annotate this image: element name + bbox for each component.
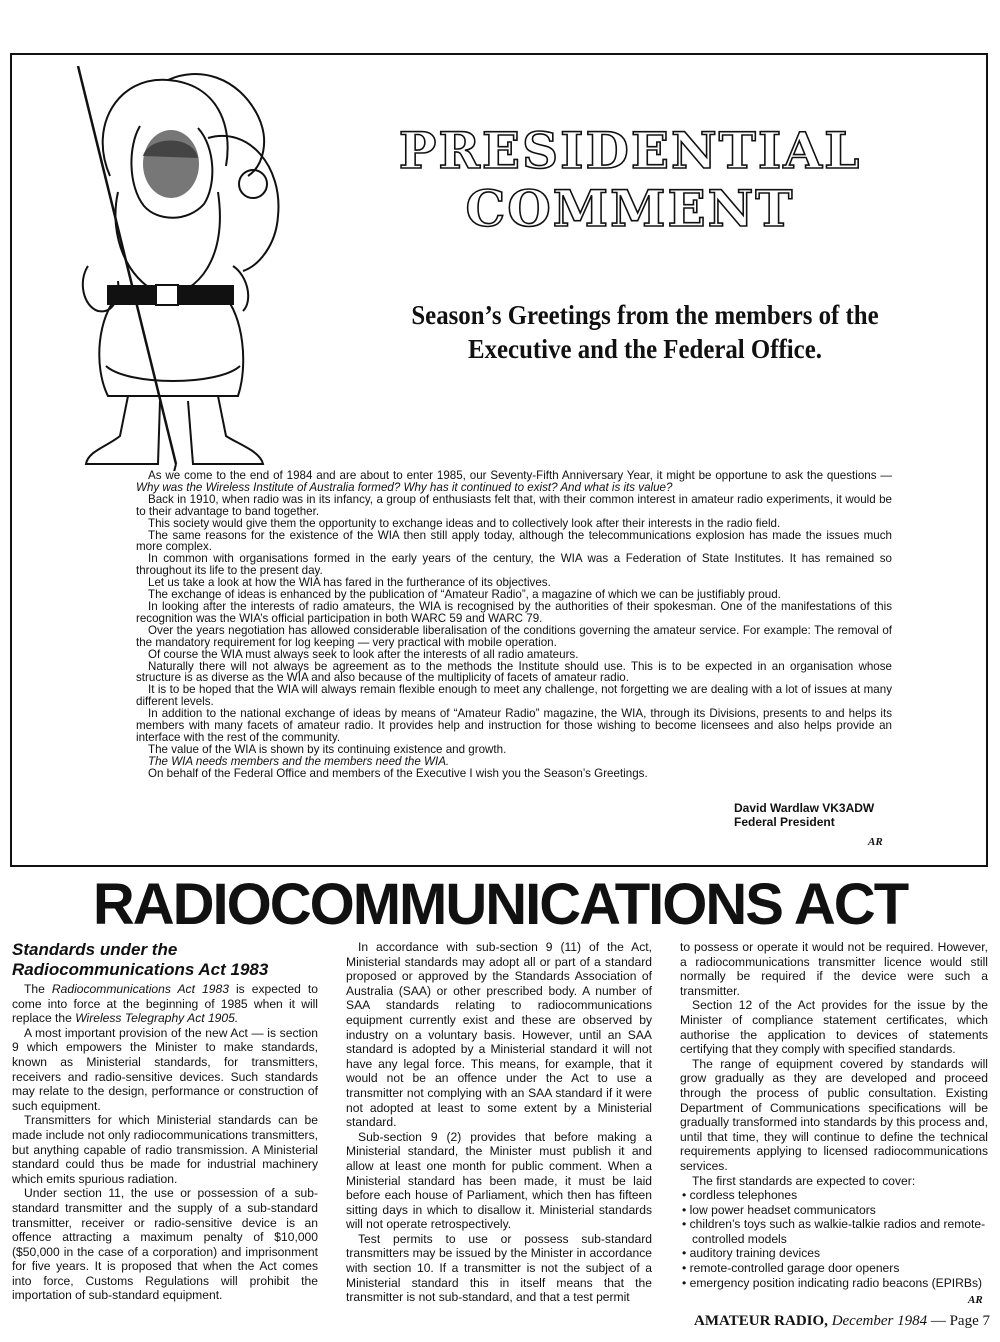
greeting-line-1: Season’s Greetings from the members of the xyxy=(411,300,879,330)
article-title: RADIOCOMMUNICATIONS ACT xyxy=(92,872,908,937)
paragraph: Back in 1910, when radio was in its infancy, a group of enthusiasts felt that, with their common interest in amateur radio experiments, it would be to their advantage to band together. xyxy=(136,492,892,518)
paragraph xyxy=(136,756,892,768)
list-item: • cordless telephones xyxy=(680,1188,988,1203)
paragraph: This society would give them the opportunity to exchange ideas and to collectively look after their interests in the radio field. xyxy=(148,516,781,530)
greeting-line-2: Executive and the Federal Office. xyxy=(468,334,822,364)
paragraph-text: The xyxy=(24,982,52,996)
paragraph: Naturally there will not always be agreement as to the methods the Institute should use. This is to be expected in an organisation whose structure is as diverse as the WIA and also because of the multiplicity of facets of amateur radio. xyxy=(136,659,892,685)
list-item: • children’s toys such as walkie-talkie radios and remote-controlled models xyxy=(680,1217,988,1246)
paragraph: Under section 11, the use or possession of a sub-standard transmitter and the supply of a sub-standard transmitter, receiver or radio-sensitive device is an offence attracting a maximum penalty of $10,000 ($50,000 in the case of a corporation) and imprisonment for five years. It is proposed that when the Act comes into force, Customs Regulations will prohibit the importation of sub-standard equipment. xyxy=(12,1186,318,1303)
article-end-mark: AR xyxy=(968,1294,983,1306)
end-mark: AR xyxy=(868,836,883,848)
page-number: — Page 7 xyxy=(930,1313,990,1329)
presidential-comment-title xyxy=(390,122,870,238)
title-line-1: PRESIDENTIAL xyxy=(398,121,862,180)
paragraph: Test permits to use or possess sub-standard transmitters may be issued by the Minister in accordance with section 10. If a transmitter is not the subject of a Ministerial standard this in itself means that the transmitter is not sub-standard, and that a test permit xyxy=(346,1231,652,1305)
paragraph: In looking after the interests of radio amateurs, the WIA is recognised by the authorities of their spokesman. One of the manifestations of this recognition was the WIA’s official participation in both WARC 59 and WARC 79. xyxy=(136,599,892,625)
paragraph: Section 12 of the Act provides for the issue by the Minister of compliance statement certificates, which authorise the application to devices of statements certifying that they comply with specified standards. xyxy=(680,998,988,1057)
paragraph xyxy=(12,982,318,1026)
issue-date: December 1984 xyxy=(831,1313,928,1329)
article-subhead xyxy=(12,940,318,980)
paragraph: Let us take a look at how the WIA has fared in the furtherance of its objectives. xyxy=(148,576,551,590)
paragraph: In accordance with sub-section 9 (11) of the Act, Ministerial standards may adopt all or part of a standard proposed or approved by the Standards Association of Australia (SAA) or other prescribed body. A number of SAA standards relating to radiocommunications equipment currently exist and these are observed by industry on a voluntary basis. However, until an SAA standard is adopted by a Ministerial standard it will not have any legal force. This means, for example, that it would not be an offence under the Act to use a transmitter not complying with an SAA standard if it were not adopted at least to some extent by a Ministerial standard. xyxy=(346,940,652,1130)
page-footer xyxy=(640,1313,990,1330)
paragraph: A most important provision of the new Act — is section 9 which empowers the Minister to make standards, known as Ministerial standards, for transmitters, receivers and radio-sensitive devices. Such standards may relate to the design, performance or construction of such equipment. xyxy=(12,1025,318,1113)
paragraph: The range of equipment covered by standards will grow gradually as they are developed and proceed through the process of public consultation. Existing Department of Communications specifications will be gradually transformed into standards by this process and, until that time, they will continue to define the technical requirements applying to licensed radiocommunications services. xyxy=(680,1056,988,1173)
subhead-line-1: Standards under the xyxy=(12,940,178,959)
signature-block xyxy=(734,801,874,829)
paragraph: It is to be hoped that the WIA will always remain flexible enough to meet any challenge, not forgetting we are dealing with a lot of issues at many different levels. xyxy=(136,683,892,709)
santa-illustration xyxy=(48,66,293,471)
paragraph: to possess or operate it would not be required. However, a radiocommunications transmitter licence would still normally be required if the device were such a transmitter. xyxy=(680,940,988,998)
seasons-greeting xyxy=(355,298,935,366)
paragraph: Of course the WIA must always seek to look after the interests of all radio amateurs. xyxy=(148,647,579,661)
paragraph-text: is expected to come into force at the beginning of 1985 when it will replace the xyxy=(12,982,319,1026)
paragraph: The value of the WIA is shown by its continuing existence and growth. xyxy=(148,742,507,756)
list-item: • low power headset communicators xyxy=(680,1203,988,1218)
signature-name: David Wardlaw VK3ADW xyxy=(734,801,875,815)
paragraph: On behalf of the Federal Office and members of the Executive I wish you the Season’s Greetings. xyxy=(148,766,648,780)
title-line-2: COMMENT xyxy=(465,179,795,238)
subhead-line-2: Radiocommunications Act 1983 xyxy=(12,960,269,979)
paragraph: In common with organisations formed in the early years of the century, the WIA was a Federation of State Institutes. It has remained so throughout its life to the present day. xyxy=(136,552,892,578)
article-column-1 xyxy=(12,940,318,1303)
paragraph: The exchange of ideas is enhanced by the publication of “Amateur Radio”, a magazine of which we can be justifiably proud. xyxy=(148,588,781,602)
list-item: • emergency position indicating radio beacons (EPIRBs) xyxy=(680,1276,988,1291)
paragraph-text: As we come to the end of 1984 and are about to enter 1985, our Seventy-Fifth Anniversary Year, it might be opportune to ask the questions — xyxy=(148,469,892,482)
paragraph: Transmitters for which Ministerial standards can be made include not only radiocommunications transmitters, but anything capable of radio transmission. A Ministerial standard could thus be made for industrial machinery which emits spurious radiation. xyxy=(12,1113,318,1186)
paragraph: Sub-section 9 (2) provides that before making a Ministerial standard, the Minister must publish it and allow at least one month for public comment. When a Ministerial standard has been made, it must be laid before each house of Parliament, which then has fifteen sitting days in which to disallow it. Ministerial standards will not operate retrospectively. xyxy=(346,1129,652,1232)
standards-list xyxy=(680,1188,988,1290)
list-item: • auditory training devices xyxy=(680,1246,988,1261)
paragraph: The first standards are expected to cover: xyxy=(692,1173,916,1188)
paragraph: In addition to the national exchange of ideas by means of “Amateur Radio” magazine, the WIA, through its Divisions, presents to and helps its members with many facets of amateur radio. It provides help and instruction for those wishing to become licensees and also helps provide an interface with the rest of the community. xyxy=(136,707,892,744)
article-column-2 xyxy=(346,940,652,1305)
paragraph-italic: Why was the Wireless Institute of Australia formed? Why has it continued to exist? And what is its value? xyxy=(136,480,673,494)
magazine-name: AMATEUR RADIO, xyxy=(694,1313,828,1329)
paragraph-italic: The WIA needs members and the members need the WIA. xyxy=(148,754,450,768)
signature-title: Federal President xyxy=(734,815,835,829)
paragraph: Over the years negotiation has allowed considerable liberalisation of the conditions governing the amateur service. For example: The removal of the mandatory requirement for log keeping — very practical with mobile operation. xyxy=(136,623,892,649)
paragraph-italic: Radiocommunications Act 1983 xyxy=(51,982,229,996)
presidential-comment-text xyxy=(136,470,892,780)
list-item: • remote-controlled garage door openers xyxy=(680,1261,988,1276)
paragraph: The same reasons for the existence of the WIA then still apply today, although the telecommunications explosion has made the issues much more complex. xyxy=(136,528,892,554)
paragraph xyxy=(136,470,892,494)
paragraph-italic: Wireless Telegraphy Act 1905. xyxy=(75,1011,239,1026)
article-column-3 xyxy=(680,940,988,1290)
